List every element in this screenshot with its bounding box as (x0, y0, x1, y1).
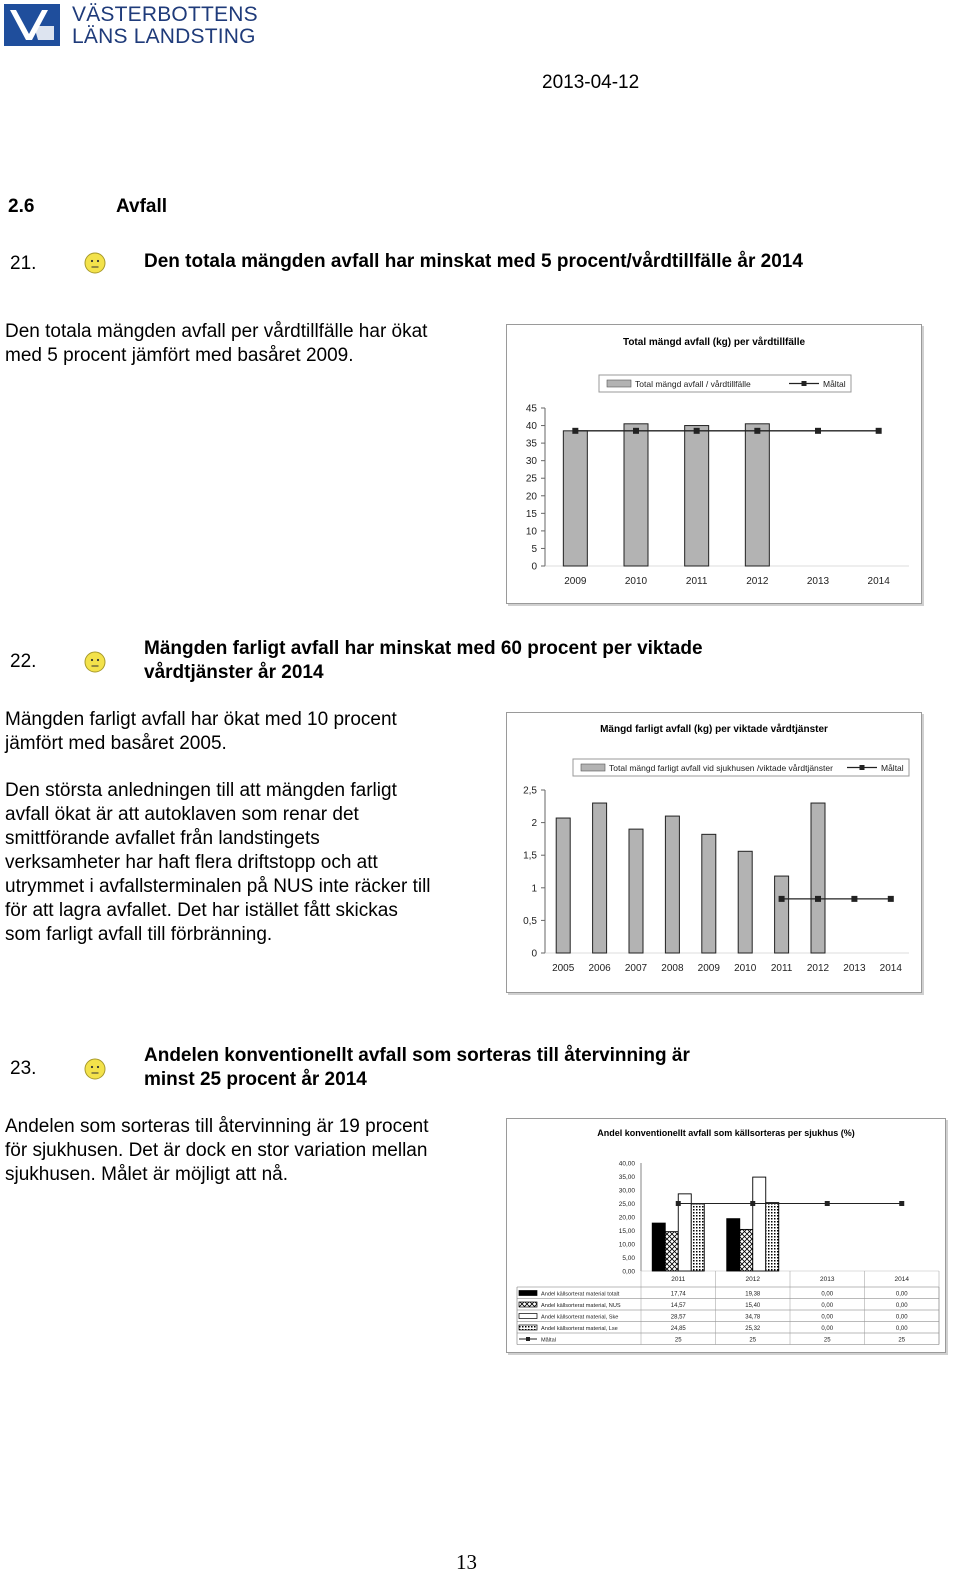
goal-21-title: Den totala mängden avfall har minskat med 5 procent/vårdtillfälle år 2014 (144, 251, 803, 272)
target-point (876, 428, 882, 434)
x-tick-label: 2006 (588, 963, 611, 974)
target-point (750, 1201, 755, 1206)
chart-title: Total mängd avfall (kg) per vårdtillfälle (622, 337, 806, 348)
target-point (825, 1201, 830, 1206)
y-tick-label: 35 (525, 438, 537, 450)
y-tick-label: 15 (525, 508, 537, 520)
x-tick-label: 2005 (552, 963, 575, 974)
goal-22-text-1: Mängden farligt avfall har ökat med 10 procent jämfört med basåret 2005. (5, 709, 397, 754)
organization-name (72, 4, 258, 48)
bar (629, 829, 643, 953)
legend-label: Andel källsorterat material, Lse (541, 1326, 618, 1332)
legend-label-bars: Total mängd farligt avfall vid sjukhusen /viktade vårdtjänster (609, 763, 833, 773)
y-tick-label: 40,00 (618, 1160, 635, 1168)
legend-label: Andel källsorterat material, NUS (541, 1303, 621, 1309)
bar (665, 816, 679, 953)
bar (702, 834, 716, 953)
goal-22-number: 22. (10, 651, 37, 672)
legend-label: Andel källsorterat material, Ske (541, 1314, 619, 1321)
target-point (633, 428, 639, 434)
chart-total-avfall-svg (507, 325, 921, 603)
table-cell-value: 17,74 (670, 1291, 686, 1298)
goal-23-title-line1: Andelen konventionellt avfall som sorteras till återvinning är (144, 1045, 690, 1066)
y-tick-label: 35,00 (618, 1174, 635, 1181)
x-tick-label: 2010 (624, 576, 648, 587)
target-point (779, 896, 785, 902)
x-tick-label: 2014 (879, 963, 902, 974)
page-number: 13 (456, 1550, 477, 1574)
y-tick-label: 2 (531, 818, 537, 830)
y-tick-label: 10 (525, 526, 537, 538)
bar (766, 1203, 779, 1271)
table-cell-value: 25 (898, 1337, 906, 1344)
organization-name-line2: LÄNS LANDSTING (72, 25, 256, 48)
goal-23-number: 23. (10, 1058, 37, 1079)
goal-23-text: Andelen som sorteras till återvinning är 19 procent för sjukhusen. Det är dock en stor variation mellan sjukhusen. Målet är möjligt att nå. (5, 1116, 429, 1185)
legend-label-bars: Total mängd avfall / vårdtillfälle (635, 379, 751, 389)
chart-title: Mängd farligt avfall (kg) per viktade vårdtjänster (600, 724, 828, 735)
goal-22-title-line1: Mängden farligt avfall har minskat med 60 procent per viktade (144, 638, 703, 659)
chart-total-avfall (506, 324, 922, 604)
x-tick-label: 2008 (661, 963, 684, 974)
bar (563, 431, 587, 566)
table-cell-value: 0,00 (895, 1291, 908, 1298)
goal-21-text: Den totala mängden avfall per vårdtillfälle har ökat med 5 procent jämfört med basåret 2009. (5, 321, 428, 366)
target-point (815, 428, 821, 434)
y-tick-label: 0 (531, 561, 537, 573)
goal-22-title (144, 637, 703, 685)
table-cell-value: 0,00 (895, 1303, 908, 1309)
section-title: Avfall (116, 196, 168, 217)
bar (753, 1177, 766, 1271)
legend-swatch (519, 1302, 537, 1307)
y-tick-label: 2,5 (523, 785, 537, 797)
chart-kallsortering (506, 1118, 946, 1353)
table-cell-value: 14,57 (670, 1303, 686, 1309)
y-tick-label: 0 (531, 948, 537, 960)
neutral-smiley-icon (84, 252, 106, 274)
y-tick-label: 40 (525, 421, 537, 433)
table-cell-value: 25 (749, 1337, 757, 1344)
table-cell-value: 24,85 (670, 1326, 686, 1332)
target-point (851, 896, 857, 902)
x-tick-label: 2012 (806, 963, 830, 974)
landsting-logo (4, 4, 60, 46)
target-point (754, 428, 760, 434)
target-point (676, 1201, 681, 1206)
target-point (888, 896, 894, 902)
target-point (694, 428, 700, 434)
legend-marker-target (860, 765, 865, 770)
target-point (899, 1201, 904, 1206)
y-tick-label: 15,00 (618, 1228, 635, 1235)
table-cell-value: 0,00 (821, 1326, 834, 1332)
table-cell-value: 0,00 (821, 1291, 834, 1298)
bar (738, 851, 752, 953)
legend-marker-target (802, 381, 807, 386)
table-cell-value: 19,38 (745, 1291, 761, 1298)
chart-title: Andel konventionellt avfall som källsorteras per sjukhus (%) (597, 1128, 855, 1138)
legend-label: Måltal (541, 1337, 556, 1344)
goal-23-title (144, 1044, 690, 1092)
table-cell-value: 0,00 (895, 1314, 908, 1321)
x-tick-label: 2014 (867, 576, 890, 587)
y-tick-label: 10,00 (618, 1241, 635, 1249)
target-point (572, 428, 578, 434)
neutral-smiley-icon (84, 1058, 106, 1080)
table-cell-value: 28,57 (670, 1314, 686, 1321)
table-cell-value: 0,00 (821, 1303, 834, 1309)
x-tick-label: 2012 (745, 1276, 760, 1283)
x-tick-label: 2010 (734, 963, 757, 974)
bar (665, 1232, 678, 1271)
table-cell-value: 0,00 (895, 1326, 908, 1332)
table-cell-value: 15,40 (745, 1303, 761, 1309)
y-tick-label: 20,00 (618, 1214, 635, 1222)
bar (652, 1223, 665, 1271)
y-tick-label: 1,5 (523, 850, 537, 862)
x-tick-label: 2013 (806, 576, 830, 587)
y-tick-label: 1 (531, 883, 537, 895)
chart-kallsortering-svg (507, 1119, 945, 1352)
legend-label-target: Måltal (881, 763, 904, 773)
y-tick-label: 5,00 (622, 1255, 635, 1262)
bar (624, 424, 648, 566)
y-tick-label: 25,00 (618, 1201, 635, 1208)
legend-swatch (519, 1314, 537, 1319)
x-tick-label: 2014 (894, 1276, 909, 1283)
x-tick-label: 2011 (770, 963, 793, 974)
x-tick-label: 2012 (746, 576, 769, 587)
goal-22-text-2: Den största anledningen till att mängden farligt avfall ökat är att autoklaven som renar det smittförande avfallet från landstingets verksamheter har haft flera driftstopp och att utrymmet i avfallsterminalen på NUS inte räcker till för att lagra avfallet. Det har istället fått skickas som farligt avfall till förbränning. (5, 780, 431, 945)
legend-label: Andel källsorterat material totalt (541, 1291, 620, 1298)
legend-swatch-bars (607, 380, 631, 387)
table-cell-value: 25 (674, 1337, 682, 1344)
bar (740, 1229, 753, 1271)
bar (727, 1219, 740, 1271)
bar (685, 426, 709, 566)
legend-label-target: Måltal (823, 379, 846, 389)
y-tick-label: 0,5 (523, 915, 537, 927)
x-tick-label: 2011 (685, 576, 708, 587)
legend-swatch (519, 1325, 537, 1330)
section-number: 2.6 (8, 196, 35, 217)
chart-farligt-avfall (506, 712, 922, 993)
organization-name-line1: VÄSTERBOTTENS (72, 3, 258, 26)
x-tick-label: 2007 (624, 963, 648, 974)
y-tick-label: 20 (525, 491, 537, 503)
y-tick-label: 30,00 (618, 1187, 635, 1195)
legend-swatch (519, 1291, 537, 1296)
x-tick-label: 2009 (697, 963, 720, 974)
table-cell-value: 0,00 (821, 1314, 834, 1321)
y-tick-label: 25 (525, 473, 537, 485)
target-point (815, 896, 821, 902)
y-tick-label: 45 (525, 403, 537, 415)
bar (745, 424, 769, 566)
x-tick-label: 2009 (564, 576, 587, 587)
document-date: 2013-04-12 (542, 72, 640, 93)
bar (556, 818, 570, 953)
table-cell-value: 25 (823, 1337, 831, 1344)
goal-22-title-line2: vårdtjänster år 2014 (144, 662, 324, 683)
goal-21-number: 21. (10, 253, 37, 274)
goal-23-title-line2: minst 25 procent år 2014 (144, 1069, 367, 1090)
y-tick-label: 5 (531, 543, 537, 555)
bar (593, 803, 607, 953)
y-tick-label: 30 (525, 456, 537, 468)
y-tick-label: 0,00 (622, 1268, 635, 1276)
table-cell-value: 25,32 (745, 1326, 761, 1332)
x-tick-label: 2013 (843, 963, 866, 974)
bar (811, 803, 825, 953)
legend-marker-target (526, 1337, 530, 1341)
x-tick-label: 2011 (671, 1276, 686, 1283)
x-tick-label: 2013 (820, 1276, 835, 1283)
chart-farligt-avfall-svg (507, 713, 921, 992)
bar (775, 876, 789, 953)
neutral-smiley-icon (84, 651, 106, 673)
table-cell-value: 34,78 (745, 1314, 761, 1321)
bar (691, 1204, 704, 1271)
legend-swatch-bars (581, 764, 605, 771)
